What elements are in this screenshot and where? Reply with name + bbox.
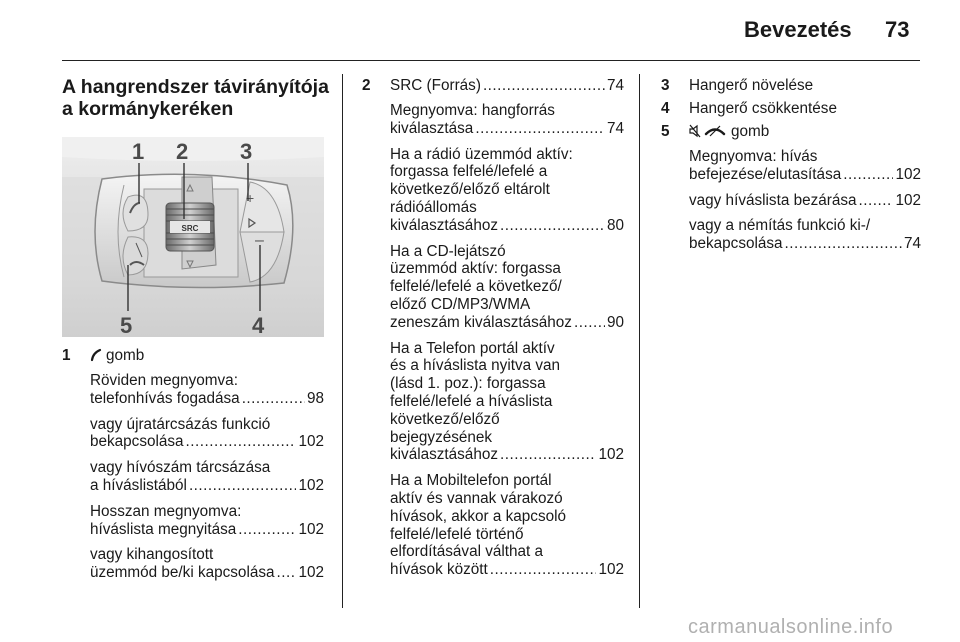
text-line: vagy a némítás funkció ki-/ <box>689 217 871 235</box>
page-ref[interactable]: 102 <box>298 433 324 451</box>
page-ref[interactable]: 74 <box>606 119 624 137</box>
text-line: előző CD/MP3/WMA <box>390 295 531 313</box>
item-block <box>90 546 324 582</box>
text-line: befejezése/elutasítása <box>689 165 842 183</box>
page-ref[interactable]: 74 <box>606 77 624 94</box>
text-line: kiválasztásához <box>390 446 498 464</box>
text-line: bekapcsolása <box>689 235 783 253</box>
figure-label-3: 3 <box>240 139 253 164</box>
steering-wheel-controls-figure <box>62 137 324 337</box>
text-line: Hosszan megnyomva: <box>90 502 242 520</box>
item-block <box>689 192 921 210</box>
dot-leader <box>859 192 894 210</box>
text-line: Ha a Mobiltelefon portál <box>390 472 552 490</box>
text-line: üzemmód aktív: forgassa <box>390 260 561 278</box>
item-block <box>390 340 624 465</box>
item-heading <box>390 77 624 95</box>
header-rule <box>62 60 920 61</box>
dot-leader <box>238 521 296 539</box>
item-heading-text: SRC (Forrás) <box>390 77 481 94</box>
item-block <box>90 372 324 408</box>
page-ref[interactable]: 102 <box>895 191 921 209</box>
page-ref[interactable]: 102 <box>298 476 324 494</box>
dot-leader <box>574 314 605 332</box>
item-block <box>390 102 624 138</box>
text-line: kiválasztása <box>390 119 474 137</box>
figure-label-4: 4 <box>252 313 265 337</box>
item-block <box>390 146 624 235</box>
page-header-title: Bevezetés <box>744 17 852 42</box>
text-line: kiválasztásához <box>390 216 498 234</box>
dot-leader <box>186 433 297 451</box>
item-heading-text: gomb <box>731 123 770 140</box>
text-line: Megnyomva: hívás <box>689 148 818 165</box>
item-block <box>689 148 921 184</box>
text-line: Ha a CD-lejátszó <box>390 242 506 260</box>
text-line: a híváslistából <box>90 476 187 494</box>
text-line: felfelé/lefelé történő <box>390 525 524 543</box>
item-number: 1 <box>62 347 71 364</box>
item-heading-text: gomb <box>106 347 145 364</box>
src-label: SRC <box>181 224 199 233</box>
text-line: telefonhívás fogadása <box>90 389 240 407</box>
phone-icon <box>90 348 102 362</box>
column-separator <box>342 74 343 608</box>
text-line: forgassa felfelé/lefelé a <box>390 163 548 181</box>
text-line: hívások, akkor a kapcsoló <box>390 507 567 525</box>
page-ref[interactable]: 102 <box>895 165 921 183</box>
text-line: következő/előző eltárolt <box>390 181 550 199</box>
dot-leader <box>843 166 893 184</box>
svg-text:+: + <box>246 190 255 206</box>
dot-leader <box>483 77 605 95</box>
item-heading-text: Hangerő csökkentése <box>689 100 837 117</box>
figure-label-2: 2 <box>176 139 189 164</box>
text-line: (lásd 1. poz.): forgassa <box>390 375 546 393</box>
svg-text:–: – <box>255 232 264 249</box>
page-ref[interactable]: 102 <box>298 564 324 582</box>
text-line: Ha a rádió üzemmód aktív: <box>390 145 573 163</box>
item-number: 3 <box>661 77 670 94</box>
text-line: következő/előző <box>390 410 500 428</box>
text-line: üzemmód be/ki kapcsolása <box>90 564 275 582</box>
text-line: vagy híváslista bezárása <box>689 191 857 209</box>
page-ref[interactable]: 98 <box>306 389 324 407</box>
text-line: vagy hívószám tárcsázása <box>90 459 271 477</box>
dot-leader <box>277 564 297 582</box>
figure-label-1: 1 <box>132 139 145 164</box>
item-number: 5 <box>661 123 670 140</box>
text-line: hívások között <box>390 561 488 579</box>
page-ref[interactable]: 80 <box>606 216 624 234</box>
item-heading <box>90 347 144 365</box>
item-block <box>390 472 624 579</box>
text-line: vagy újratárcsázás funkció <box>90 415 271 433</box>
item-block <box>90 459 324 495</box>
figure-label-5: 5 <box>120 313 133 337</box>
text-line: aktív és vannak várakozó <box>390 489 563 507</box>
dot-leader <box>475 120 605 138</box>
text-line: felfelé/lefelé a híváslista <box>390 392 553 410</box>
phone-button-figure <box>123 195 148 231</box>
item-heading-text: Hangerő növelése <box>689 77 814 94</box>
page-ref[interactable]: 102 <box>598 446 624 464</box>
text-line: Megnyomva: hangforrás <box>390 102 555 119</box>
page-ref[interactable]: 90 <box>606 313 624 331</box>
item-number: 4 <box>661 100 670 117</box>
dot-leader <box>242 390 305 408</box>
page-ref[interactable]: 102 <box>298 520 324 538</box>
dot-leader <box>490 561 597 579</box>
page-ref[interactable]: 102 <box>598 561 624 579</box>
dot-leader <box>500 446 596 464</box>
text-line: Röviden megnyomva: <box>90 372 238 389</box>
section-title: A hangrendszer távirányítója a kormánykeréken <box>62 76 329 120</box>
text-line: híváslista megnyitása <box>90 520 237 538</box>
item-heading <box>689 123 769 141</box>
text-line: és a híváslista nyitva van <box>390 357 561 375</box>
text-line: bekapcsolása <box>90 433 184 451</box>
mute-hangup-icon <box>689 124 727 138</box>
item-number: 2 <box>362 77 371 94</box>
text-line: rádióállomás <box>390 198 477 216</box>
column-separator <box>639 74 640 608</box>
item-block <box>390 243 624 332</box>
item-block <box>689 217 921 253</box>
text-line: bejegyzésének <box>390 428 493 446</box>
watermark: carmanualsonline.info <box>688 616 894 638</box>
text-line: elfordításával válthat a <box>390 543 544 561</box>
item-block <box>90 503 324 539</box>
text-line: zeneszám kiválasztásához <box>390 313 572 331</box>
dot-leader <box>785 235 902 253</box>
page-ref[interactable]: 74 <box>903 235 921 253</box>
item-block <box>90 416 324 452</box>
dot-leader <box>189 477 297 495</box>
text-line: vagy kihangosított <box>90 546 214 564</box>
text-line: Ha a Telefon portál aktív <box>390 339 555 357</box>
text-line: felfelé/lefelé a következő/ <box>390 278 562 296</box>
dot-leader <box>500 217 605 235</box>
page-number: 73 <box>885 17 910 42</box>
